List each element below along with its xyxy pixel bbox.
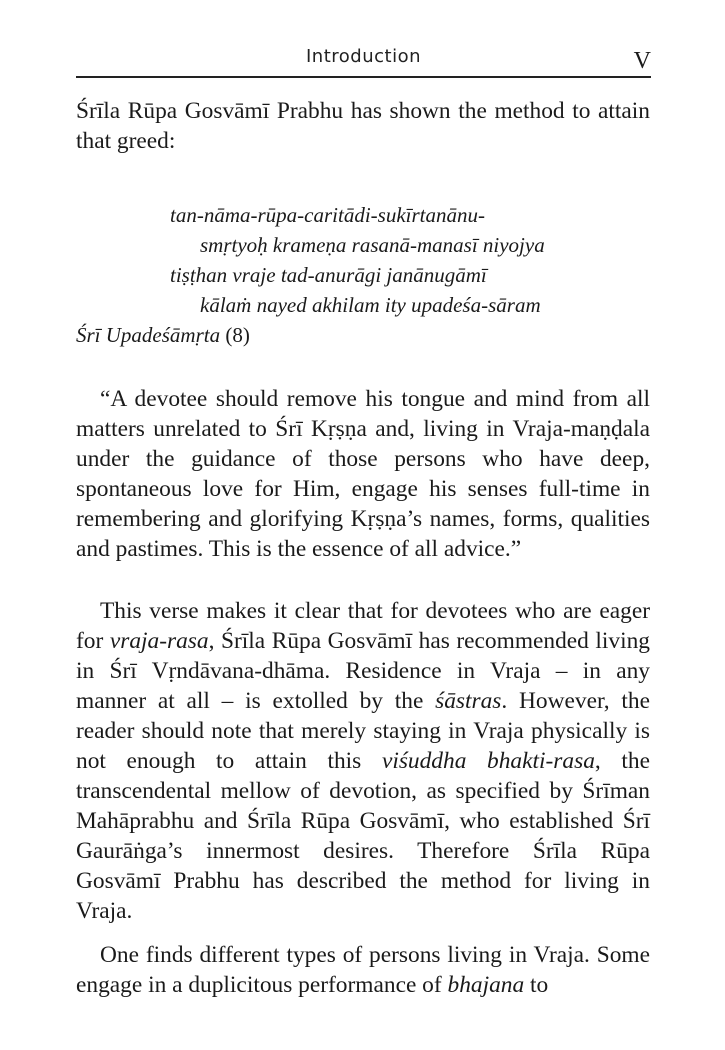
text-run: to (524, 972, 549, 998)
source-reference: (8) (220, 323, 250, 347)
text-run: This verse makes it clear that for devotees who are eager for (76, 598, 650, 654)
intro-paragraph: Śrīla Rūpa Gosvāmī Prabhu has shown the method to attain that greed: (76, 98, 650, 154)
page-number: V (633, 48, 651, 74)
body-paragraph (76, 940, 650, 1000)
italic-term: śāstras (435, 688, 502, 714)
body-paragraph (76, 596, 650, 926)
italic-term: viśuddha bhakti-rasa (381, 748, 595, 774)
text-run: One finds different types of persons living in Vraja. Some engage in a duplicitous performance of (76, 942, 650, 998)
verse-line: tiṣṭhan vraje tad-anurāgi janānugāmī (170, 263, 487, 287)
text-run: . However, the reader should note that merely staying in Vraja physically is not enough to attain this (76, 688, 650, 774)
page-body (76, 96, 650, 1000)
verse-line: kālaṁ nayed akhilam ity upadeśa-sāram (200, 293, 541, 317)
text-run: , Śrīla Rūpa Gosvāmī has recommended living in Śrī Vṛndāvana-dhāma. Residence in Vraja – in any manner at all – is extolled by the (76, 628, 650, 714)
verse-line: tan-nāma-rūpa-caritādi-sukīrtanānu- (170, 203, 485, 227)
italic-term: bhajana (447, 972, 525, 998)
text-run: , the transcendental mellow of devotion, as specified by Śrīman Mahāprabhu and Śrīla Rūpa Gosvāmī, who established Śrī Gaurāṅga’s innermost desires. Therefore Śrīla Rūpa Gosvāmī Prabhu has described the method for living in Vraja. (76, 748, 650, 924)
header-title: Introduction (305, 46, 421, 67)
sanskrit-verse (170, 200, 650, 320)
verse-line: smṛtyoḥ krameṇa rasanā-manasī niyojya (200, 233, 545, 257)
italic-term: vraja-rasa (109, 628, 209, 654)
verse-source (76, 320, 650, 350)
running-header (76, 44, 651, 78)
source-title: Śrī Upadeśāmṛta (76, 323, 221, 347)
translation-paragraph: “A devotee should remove his tongue and mind from all matters unrelated to Śrī Kṛṣṇa and, living in Vraja-maṇḍala under the guidance of those persons who have deep, spontaneous love for Him, engage his senses full-time in remembering and glorifying Kṛṣṇa’s names, forms, qualities and pastimes. This is the essence of all advice.” (76, 386, 650, 562)
